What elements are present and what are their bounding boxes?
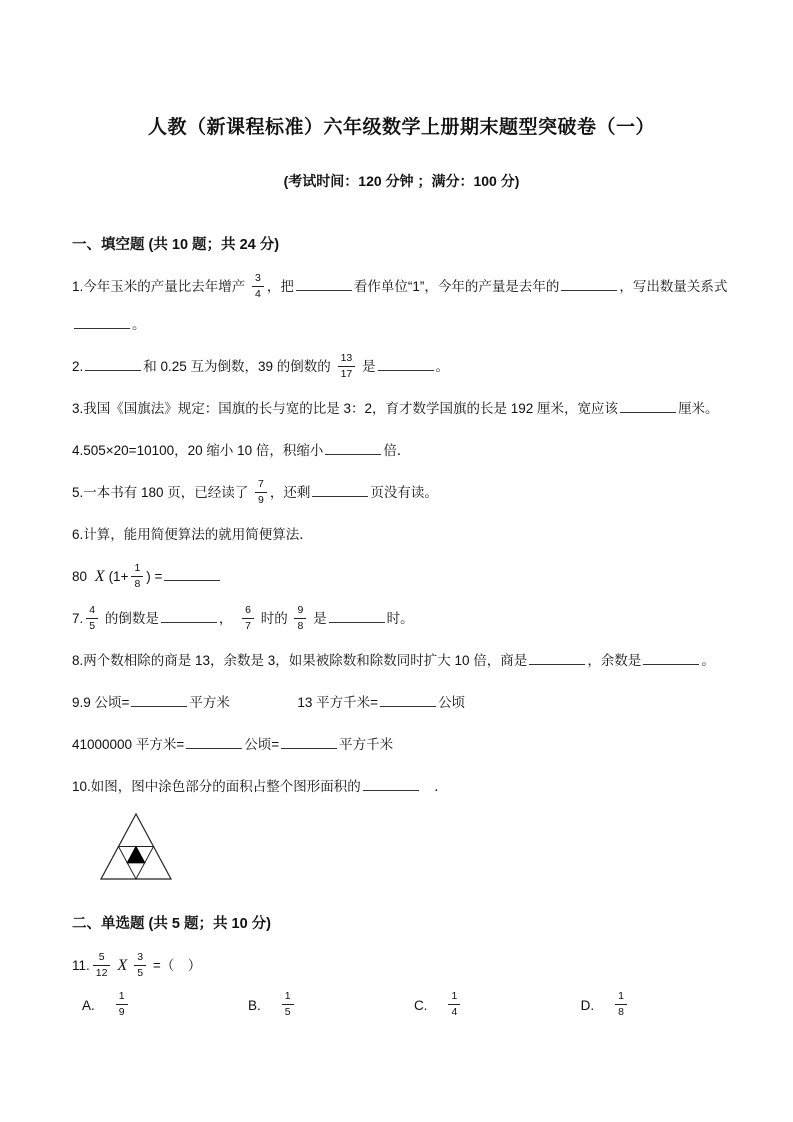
text-segment: 时的 [256, 611, 292, 626]
answer-blank [161, 609, 217, 623]
choice-b [248, 991, 297, 1019]
text-segment: 5.一本书有 180 页，已经读了 [72, 485, 253, 500]
text-segment: 80 [72, 569, 91, 584]
text-segment: 10.如图，图中涂色部分的面积占整个图形面积的 [72, 779, 361, 794]
text-segment: 平方千米 [339, 737, 394, 752]
fraction [116, 990, 128, 1018]
question-5 [72, 474, 731, 512]
text-segment: ，余数是 [587, 653, 642, 668]
exam-title: 人教（新课程标准）六年级数学上册期末题型突破卷（一） [147, 117, 655, 138]
answer-blank [281, 735, 337, 749]
text-segment: 公顷= [244, 737, 280, 752]
text-segment: 是 [309, 611, 327, 626]
answer-blank [620, 399, 676, 413]
fraction-numerator: 6 [245, 604, 251, 617]
question-4 [72, 432, 731, 470]
exam-subtitle: (考试时间：120 分钟 ；满分：100 分) [283, 173, 520, 189]
text-segment: 页没有读。 [370, 485, 438, 500]
fraction-numerator: 3 [137, 951, 144, 964]
fraction [93, 951, 111, 979]
answer-blank [325, 441, 381, 455]
section-1-heading: 一、填空题 (共 10 题；共 24 分) [72, 237, 280, 253]
fraction-denominator: 9 [255, 492, 267, 507]
answer-blank [363, 777, 419, 791]
answer-blank [186, 735, 242, 749]
question-1 [72, 268, 731, 344]
fraction-numerator: 7 [258, 478, 264, 491]
choice-c [414, 991, 463, 1019]
fraction-numerator: 1 [451, 990, 458, 1002]
choice-c-letter: C. [413, 997, 428, 1013]
answer-blank [296, 277, 352, 291]
shaded-triangle [127, 847, 145, 863]
fraction-numerator: 13 [340, 352, 353, 365]
fraction [242, 604, 254, 632]
fraction [615, 990, 627, 1018]
multiplication-sign: X [117, 957, 128, 974]
fraction-denominator: 8 [615, 1004, 627, 1019]
answer-blank [529, 651, 585, 665]
fraction-denominator: 8 [131, 576, 143, 591]
fraction-numerator: 1 [134, 562, 141, 575]
text-segment: ) = [146, 569, 163, 584]
question-8 [72, 642, 731, 680]
question-9-line-1 [72, 684, 731, 722]
text-segment: 时。 [386, 611, 414, 626]
fraction-denominator: 7 [242, 618, 254, 633]
fraction [338, 352, 356, 380]
question-6 [72, 516, 731, 554]
text-segment: 9.9 公顷= [72, 695, 130, 710]
text-segment: 。 [132, 317, 146, 332]
fraction [282, 990, 294, 1018]
answer-blank [131, 693, 187, 707]
fraction-numerator: 4 [89, 604, 96, 617]
text-segment: 11. [72, 958, 90, 973]
fraction [294, 604, 306, 632]
choice-a-letter: A. [82, 997, 95, 1013]
choice-d [581, 991, 630, 1019]
fraction-denominator: 17 [338, 366, 356, 381]
fraction [86, 604, 98, 632]
question-7 [72, 600, 731, 638]
text-segment: 41000000 平方米= [72, 737, 185, 752]
fraction-numerator: 1 [118, 990, 125, 1002]
fraction-numerator: 5 [98, 951, 105, 964]
answer-blank [561, 277, 617, 291]
text-segment: 和 0.25 互为倒数，39 的倒数的 [143, 359, 335, 374]
section-2-heading: 二、单选题 (共 5 题；共 10 分) [72, 916, 271, 932]
text-segment: 的倒数是 [101, 611, 159, 626]
question-2 [72, 348, 731, 386]
answer-blank [85, 357, 141, 371]
fraction-numerator: 1 [284, 990, 291, 1002]
text-segment: ． [420, 779, 448, 794]
text-segment: 看作单位“1”，今年的产量是去年的 [353, 279, 560, 294]
text-segment: 8.两个数相除的商是 13，余数是 3，如果被除数和除数同时扩大 10 倍，商是 [72, 653, 528, 668]
answer-blank [312, 483, 368, 497]
fraction-numerator: 1 [618, 990, 624, 1002]
fraction-denominator: 5 [282, 1004, 294, 1019]
text-segment: ，还剩 [269, 485, 311, 500]
fraction-denominator: 4 [448, 1004, 460, 1019]
triangle-diagram [96, 810, 176, 884]
question-6-formula [72, 558, 731, 596]
text-segment: ，写出数量关系式 [619, 279, 728, 294]
text-segment: 平方米 13 平方千米= [189, 695, 379, 710]
question-9-line-2 [72, 726, 731, 764]
choice-b-letter: B. [247, 997, 261, 1013]
text-segment: 4.505×20=10100，20 缩小 10 倍，积缩小 [72, 443, 324, 458]
fraction-denominator: 8 [294, 618, 306, 633]
multiplication-sign: X [94, 568, 105, 585]
question-11 [72, 947, 731, 985]
text-segment: ， [218, 611, 240, 626]
answer-blank [164, 567, 220, 581]
text-segment: 6.计算，能用简便算法的就用简便算法． [72, 527, 313, 542]
text-segment: 1.今年玉米的产量比去年增产 [72, 279, 250, 294]
choice-a [82, 991, 131, 1019]
fraction [131, 562, 143, 590]
answer-blank [74, 315, 130, 329]
fraction [134, 951, 146, 979]
fraction-denominator: 12 [93, 965, 111, 980]
text-segment: 倍． [383, 443, 411, 458]
text-segment: 7. [72, 611, 84, 626]
fraction-numerator: 9 [297, 604, 304, 617]
fraction-numerator: 3 [255, 272, 261, 285]
text-segment: 公顷 [438, 695, 466, 710]
text-segment: 。 [435, 359, 450, 374]
fraction-denominator: 4 [252, 286, 264, 301]
text-segment: 2. [72, 359, 84, 374]
text-segment: 3.我国《国旗法》规定：国旗的长与宽的比是 3：2，育才数学国旗的长是 192 厘米，宽应该 [72, 401, 619, 416]
question-11-choices [82, 991, 630, 1019]
text-segment: 厘米。 [678, 401, 719, 416]
question-10 [72, 768, 731, 806]
fraction [448, 990, 460, 1018]
choice-d-letter: D. [580, 997, 595, 1013]
answer-blank [378, 357, 434, 371]
answer-blank [329, 609, 385, 623]
fraction [255, 478, 267, 506]
answer-blank [643, 651, 699, 665]
fraction-denominator: 9 [116, 1004, 128, 1019]
text-segment: =（ ） [149, 958, 202, 973]
fraction [252, 272, 264, 300]
question-10-figure [96, 810, 731, 886]
text-segment: 。 [701, 653, 715, 668]
text-segment: ，把 [266, 279, 294, 294]
answer-blank [380, 693, 436, 707]
fraction-denominator: 5 [86, 618, 98, 633]
fraction-denominator: 5 [134, 965, 146, 980]
question-3 [72, 390, 731, 428]
text-segment: 是 [358, 359, 376, 374]
text-segment: (1+ [108, 569, 129, 584]
